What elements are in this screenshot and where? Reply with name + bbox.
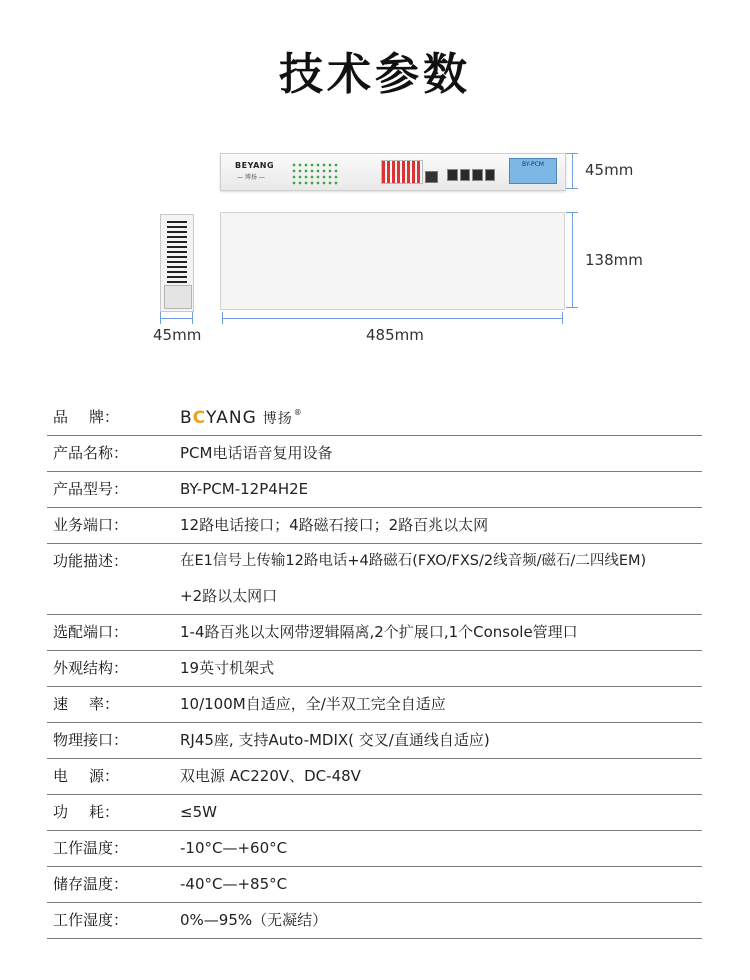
- spec-label: 工作温度：: [53, 839, 129, 857]
- spec-value: 10/100M自适应，全/半双工完全自适应: [180, 695, 446, 713]
- vent-grille: [167, 221, 187, 283]
- spec-label: 功能描述：: [53, 552, 129, 570]
- spec-value: 19英寸机架式: [180, 659, 275, 677]
- spec-row-physical-interface: [47, 723, 702, 759]
- dip-switch: [381, 160, 423, 184]
- spec-row-operating-temp: [47, 831, 702, 867]
- spec-label: 物理接口：: [53, 731, 129, 749]
- spec-value: 12路电话接口；4路磁石接口；2路百兆以太网: [180, 516, 489, 534]
- brand-logo: BCYANG 博扬®: [180, 408, 303, 428]
- spec-row-optional-ports: [47, 615, 702, 651]
- spec-value: -40°C—+85°C: [180, 875, 288, 893]
- spec-row-structure: [47, 651, 702, 687]
- product-sticker: BY-PCM: [509, 158, 557, 184]
- spec-label: 速 率：: [53, 695, 119, 713]
- device-front-panel: [220, 153, 566, 191]
- spec-label: 电 源：: [53, 767, 119, 785]
- spec-value: 0%—95%（无凝结）: [180, 911, 328, 929]
- spec-label: 品 牌：: [53, 408, 119, 426]
- spec-label: 功 耗：: [53, 803, 119, 821]
- rack-bracket: [164, 285, 192, 309]
- page-title: 技术参数: [279, 49, 471, 100]
- device-top-view: [220, 212, 565, 310]
- device-brand-logo: BEYANG: [235, 161, 275, 170]
- spec-row-consumption: [47, 795, 702, 831]
- dim-height-label: 45mm: [585, 161, 634, 179]
- spec-row-power: [47, 759, 702, 795]
- device-brand-sub: — 博扬 —: [237, 174, 265, 181]
- spec-label: 储存温度：: [53, 875, 129, 893]
- spec-label: 产品名称：: [53, 444, 129, 462]
- spec-label: 业务端口：: [53, 516, 129, 534]
- console-port: [425, 171, 438, 183]
- dim-width-label: 485mm: [366, 326, 424, 344]
- spec-label: 选配端口：: [53, 623, 129, 641]
- spec-row-function-cont: [47, 579, 702, 615]
- spec-row-brand: [47, 400, 702, 436]
- spec-row-product-name: [47, 436, 702, 472]
- spec-value: -10°C—+60°C: [180, 839, 288, 857]
- spec-value: ≤5W: [180, 803, 217, 821]
- dim-side-label: 45mm: [153, 326, 202, 344]
- spec-row-storage-temp: [47, 867, 702, 903]
- status-leds: [291, 162, 339, 186]
- spec-label: 外观结构：: [53, 659, 129, 677]
- ethernet-ports: [447, 169, 495, 181]
- spec-value: RJ45座, 支持Auto-MDIX( 交叉/直通线自适应): [180, 731, 490, 749]
- spec-row-rate: [47, 687, 702, 723]
- spec-value: 1-4路百兆以太网带逻辑隔离,2个扩展口,1个Console管理口: [180, 623, 578, 641]
- spec-value: 在E1信号上传输12路电话+4路磁石(FXO/FXS/2线音频/磁石/二四线EM): [180, 553, 647, 569]
- spec-label: 产品型号：: [53, 480, 129, 498]
- spec-row-model: [47, 472, 702, 508]
- dim-depth-label: 138mm: [585, 251, 643, 269]
- spec-value-cont: +2路以太网口: [180, 587, 278, 605]
- spec-row-function: [47, 544, 702, 579]
- spec-row-service-ports: [47, 508, 702, 544]
- spec-value: 双电源 AC220V、DC-48V: [180, 767, 361, 785]
- spec-value: BY-PCM-12P4H2E: [180, 480, 309, 498]
- spec-row-humidity: [47, 903, 702, 939]
- spec-table: [47, 400, 702, 939]
- spec-value: PCM电话语音复用设备: [180, 444, 333, 462]
- spec-label: 工作湿度：: [53, 911, 129, 929]
- device-side-view: [160, 214, 194, 312]
